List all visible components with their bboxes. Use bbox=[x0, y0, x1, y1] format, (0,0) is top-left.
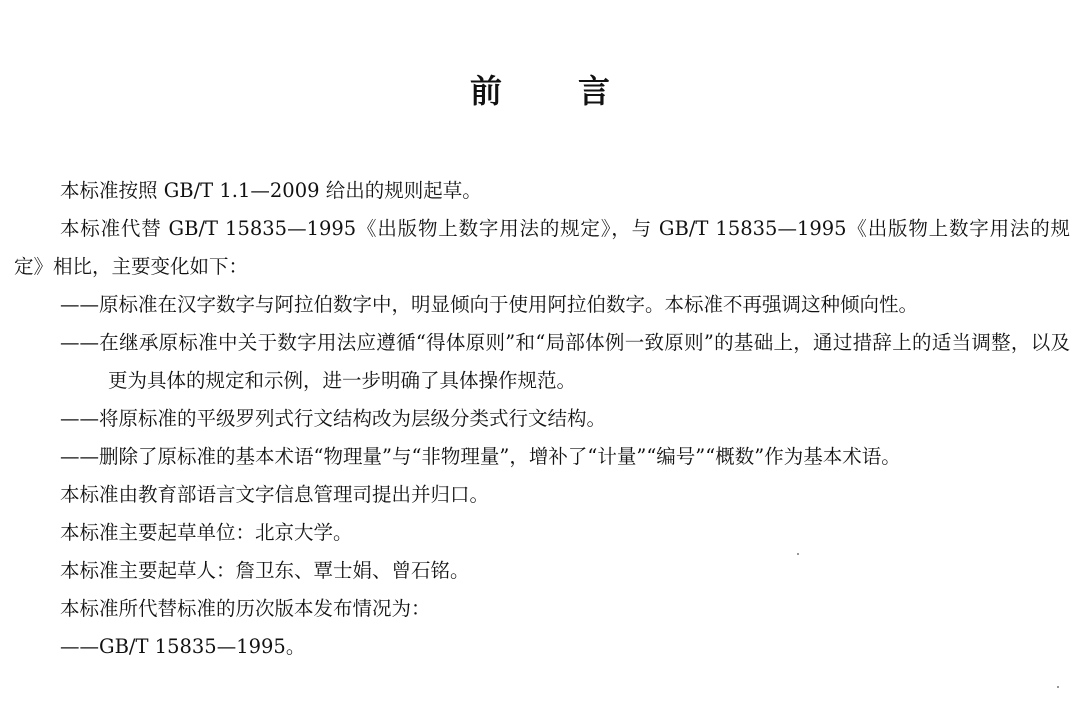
foreword-body bbox=[14, 172, 1070, 666]
paragraph-drafting-rule: 本标准按照 GB/T 1.1—2009 给出的规则起草。 bbox=[60, 179, 482, 202]
paragraph-version-history: 本标准所代替标准的历次版本发布情况为： bbox=[60, 597, 431, 620]
change-item-1: ——原标准在汉字数字与阿拉伯数字中，明显倾向于使用阿拉伯数字。本标准不再强调这种倾向性。 bbox=[60, 293, 919, 316]
paragraph-proposer: 本标准由教育部语言文字信息管理司提出并归口。 bbox=[60, 483, 490, 506]
paragraph-drafters: 本标准主要起草人：詹卫东、覃士娟、曾石铭。 bbox=[60, 559, 470, 582]
scan-speck bbox=[1057, 686, 1059, 688]
paragraph-replacement: 本标准代替 GB/T 15835—1995《出版物上数字用法的规定》，与 GB/T 15835—1995《出版物上数字用法的规定》相比，主要变化如下： bbox=[14, 217, 1070, 278]
page-title bbox=[0, 66, 1080, 112]
title-char-1: 前 bbox=[469, 72, 502, 110]
change-item-4: ——删除了原标准的基本术语“物理量”与“非物理量”，增补了“计量”“编号”“概数”作为基本术语。 bbox=[60, 445, 901, 468]
change-item-2: ——在继承原标准中关于数字用法应遵循“得体原则”和“局部体例一致原则”的基础上，通过措辞上的适当调整，以及更为具体的规定和示例，进一步明确了具体操作规范。 bbox=[60, 331, 1070, 392]
paragraph-drafting-unit: 本标准主要起草单位：北京大学。 bbox=[60, 521, 353, 544]
scan-speck bbox=[797, 553, 799, 555]
paragraph-previous-version: ——GB/T 15835—1995。 bbox=[60, 635, 306, 658]
change-item-3: ——将原标准的平级罗列式行文结构改为层级分类式行文结构。 bbox=[60, 407, 607, 430]
title-char-2: 言 bbox=[578, 72, 611, 110]
